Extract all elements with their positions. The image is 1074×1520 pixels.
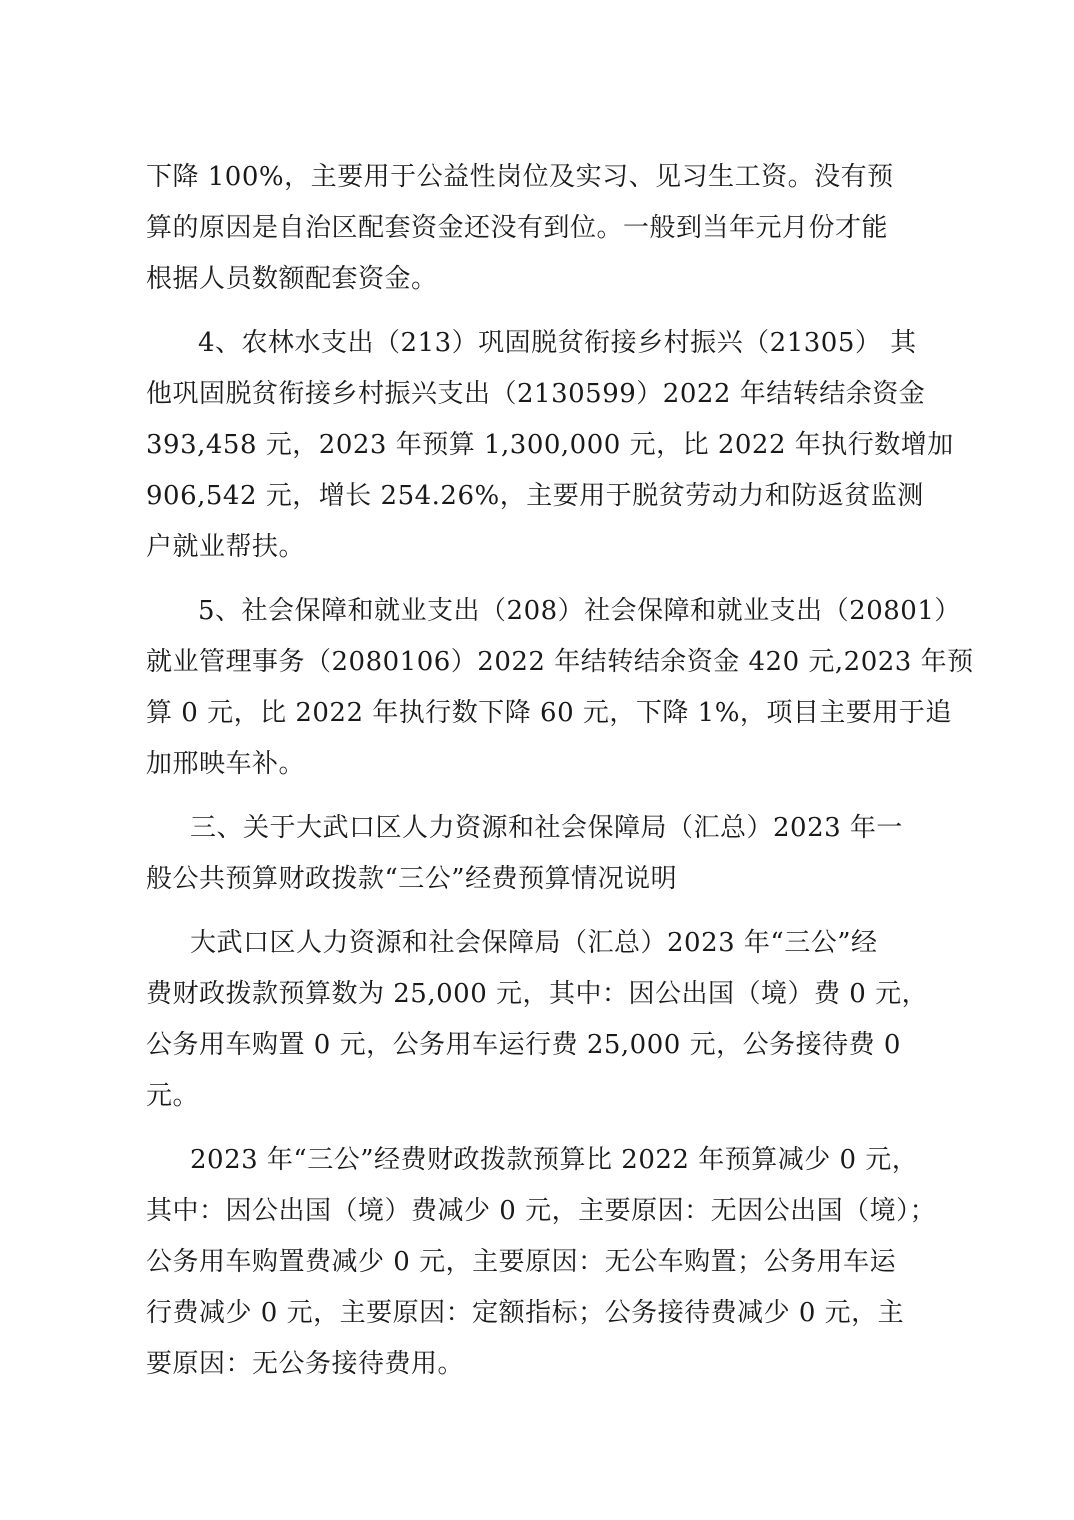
paragraph-continuation — [146, 152, 942, 305]
paragraph-sangong-budget — [146, 918, 942, 1122]
text-line: 公务用车购置费减少 0 元，主要原因：无公车购置；公务用车运 — [146, 1247, 897, 1277]
text-line: 他巩固脱贫衔接乡村振兴支出（2130599）2022 年结转结余资金 — [146, 379, 926, 409]
text-line: 行费减少 0 元，主要原因：定额指标；公务接待费减少 0 元，主 — [146, 1298, 905, 1328]
document-body — [146, 152, 974, 1403]
paragraph-sangong-comparison — [146, 1135, 942, 1390]
text-line: 元。 — [146, 1081, 200, 1111]
text-line: 要原因：无公务接待费用。 — [146, 1349, 465, 1379]
text-line: 4、农林水支出（213）巩固脱贫衔接乡村振兴（21305） 其 — [198, 328, 917, 358]
text-line: 算的原因是自治区配套资金还没有到位。一般到当年元月份才能 — [146, 213, 889, 243]
text-line: 根据人员数额配套资金。 — [146, 264, 438, 294]
text-line: 下降 100%，主要用于公益性岗位及实习、见习生工资。没有预 — [146, 162, 894, 192]
text-line: 906,542 元，增长 254.26%，主要用于脱贫劳动力和防返贫监测 — [146, 481, 924, 511]
text-line: 费财政拨款预算数为 25,000 元，其中：因公出国（境）费 0 元， — [146, 979, 929, 1009]
text-line: 大武口区人力资源和社会保障局（汇总）2023 年“三公”经 — [190, 928, 878, 958]
text-line: 公务用车购置 0 元，公务用车运行费 25,000 元，公务接待费 0 — [146, 1030, 901, 1060]
text-line: 三、关于大武口区人力资源和社会保障局（汇总）2023 年一 — [190, 813, 903, 843]
text-line: 算 0 元，比 2022 年执行数下降 60 元，下降 1%，项目主要用于追 — [146, 698, 952, 728]
text-line: 加邢映车补。 — [146, 749, 306, 779]
text-line: 5、社会保障和就业支出（208）社会保障和就业支出（20801） — [198, 596, 961, 626]
text-line: 其中：因公出国（境）费减少 0 元，主要原因：无因公出国（境）； — [146, 1196, 937, 1226]
paragraph-item-5 — [146, 586, 974, 790]
text-line: 393,458 元，2023 年预算 1,300,000 元，比 2022 年执行数增加 — [146, 430, 954, 460]
text-line: 般公共预算财政拨款“三公”经费预算情况说明 — [146, 864, 678, 894]
text-line: 就业管理事务（2080106）2022 年结转结余资金 420 元,2023 年预 — [146, 647, 974, 677]
text-line: 2023 年“三公”经费财政拨款预算比 2022 年预算减少 0 元， — [190, 1145, 919, 1175]
paragraph-item-4 — [146, 318, 954, 573]
text-line: 户就业帮扶。 — [146, 532, 306, 562]
section-heading-three — [146, 803, 942, 905]
